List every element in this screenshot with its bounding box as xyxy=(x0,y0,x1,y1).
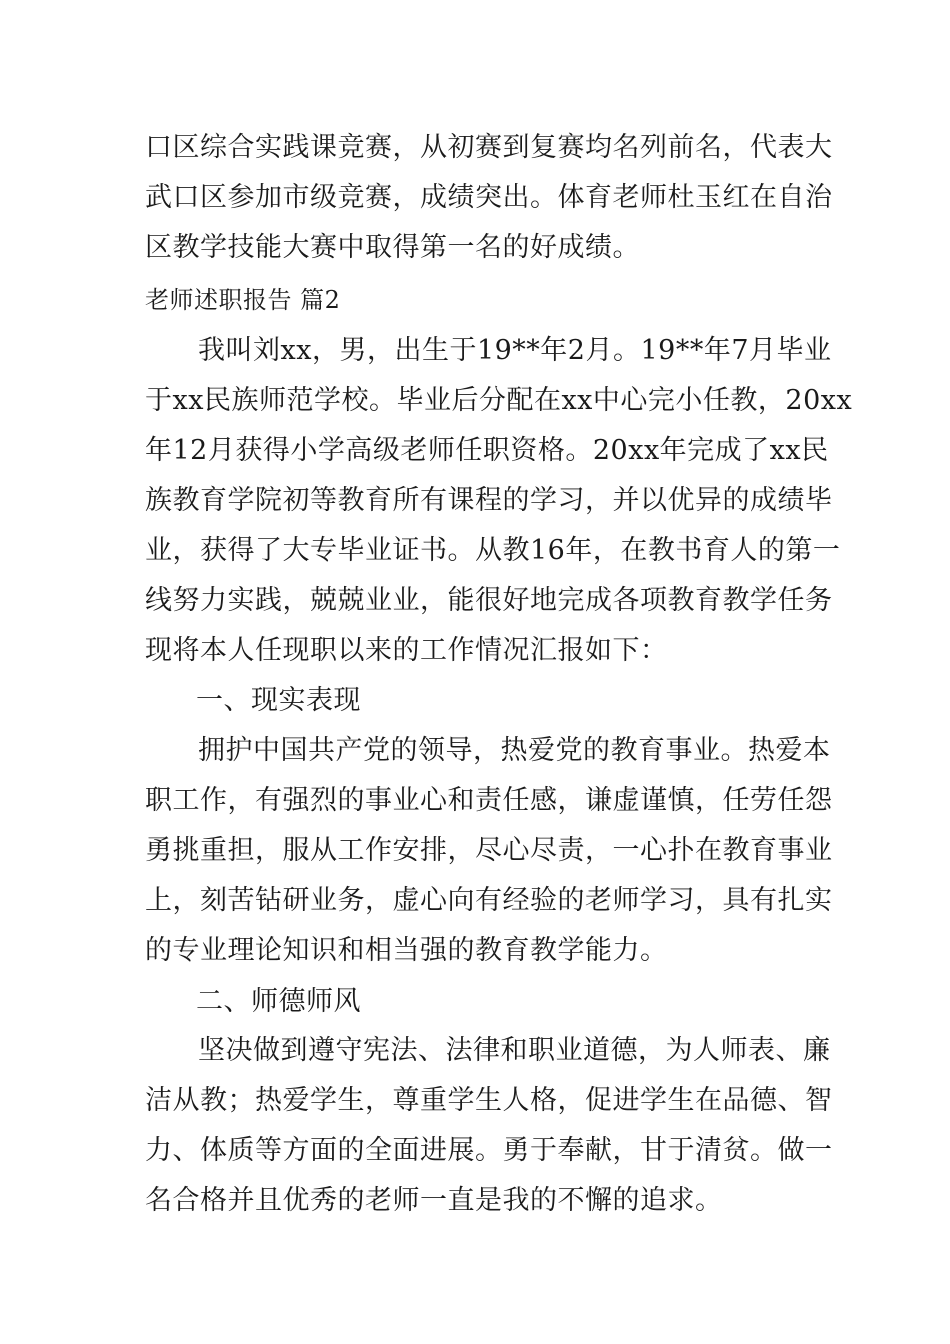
body-text-line: 名合格并且优秀的老师一直是我的不懈的追求。 xyxy=(145,1185,723,1216)
body-text-line: 线努力实践，兢兢业业，能很好地完成各项教育教学任务 xyxy=(145,585,833,616)
body-text-line: 族教育学院初等教育所有课程的学习，并以优异的成绩毕 xyxy=(145,485,833,516)
body-text-line: 于xx民族师范学校。毕业后分配在xx中心完小任教，20xx xyxy=(145,385,853,416)
paragraph-first-line: 坚决做到遵守宪法、法律和职业道德，为人师表、廉 xyxy=(198,1035,831,1066)
body-text-line: 洁从教；热爱学生，尊重学生人格，促进学生在品德、智 xyxy=(145,1085,833,1116)
paragraph-first-line: 拥护中国共产党的领导，热爱党的教育事业。热爱本 xyxy=(198,735,831,766)
body-text-line: 现将本人任现职以来的工作情况汇报如下： xyxy=(145,635,668,666)
body-text-line: 职工作，有强烈的事业心和责任感，谦虚谨慎，任劳任怨 xyxy=(145,785,833,816)
body-text-line: 的专业理论知识和相当强的教育教学能力。 xyxy=(145,935,668,966)
body-text-line: 力、体质等方面的全面进展。勇于奉献，甘于清贫。做一 xyxy=(145,1135,833,1166)
body-text-line: 年12月获得小学高级老师任职资格。20xx年完成了xx民 xyxy=(145,435,829,466)
subheading: 一、现实表现 xyxy=(196,685,361,716)
body-text-line: 口区综合实践课竞赛，从初赛到复赛均名列前名，代表大 xyxy=(145,132,833,163)
body-text-line: 武口区参加市级竞赛，成绩突出。体育老师杜玉红在自治 xyxy=(145,182,833,213)
body-text-line: 业，获得了大专毕业证书。从教16年，在教书育人的第一 xyxy=(145,535,841,566)
paragraph-first-line: 我叫刘xx，男，出生于19**年2月。19**年7月毕业 xyxy=(198,335,832,366)
body-text-line: 区教学技能大赛中取得第一名的好成绩。 xyxy=(145,232,640,263)
section-title: 老师述职报告 篇2 xyxy=(145,286,341,314)
body-text-line: 勇挑重担，服从工作安排，尽心尽责，一心扑在教育事业 xyxy=(145,835,833,866)
subheading: 二、师德师风 xyxy=(196,986,361,1017)
body-text-line: 上，刻苦钻研业务，虚心向有经验的老师学习，具有扎实 xyxy=(145,885,833,916)
